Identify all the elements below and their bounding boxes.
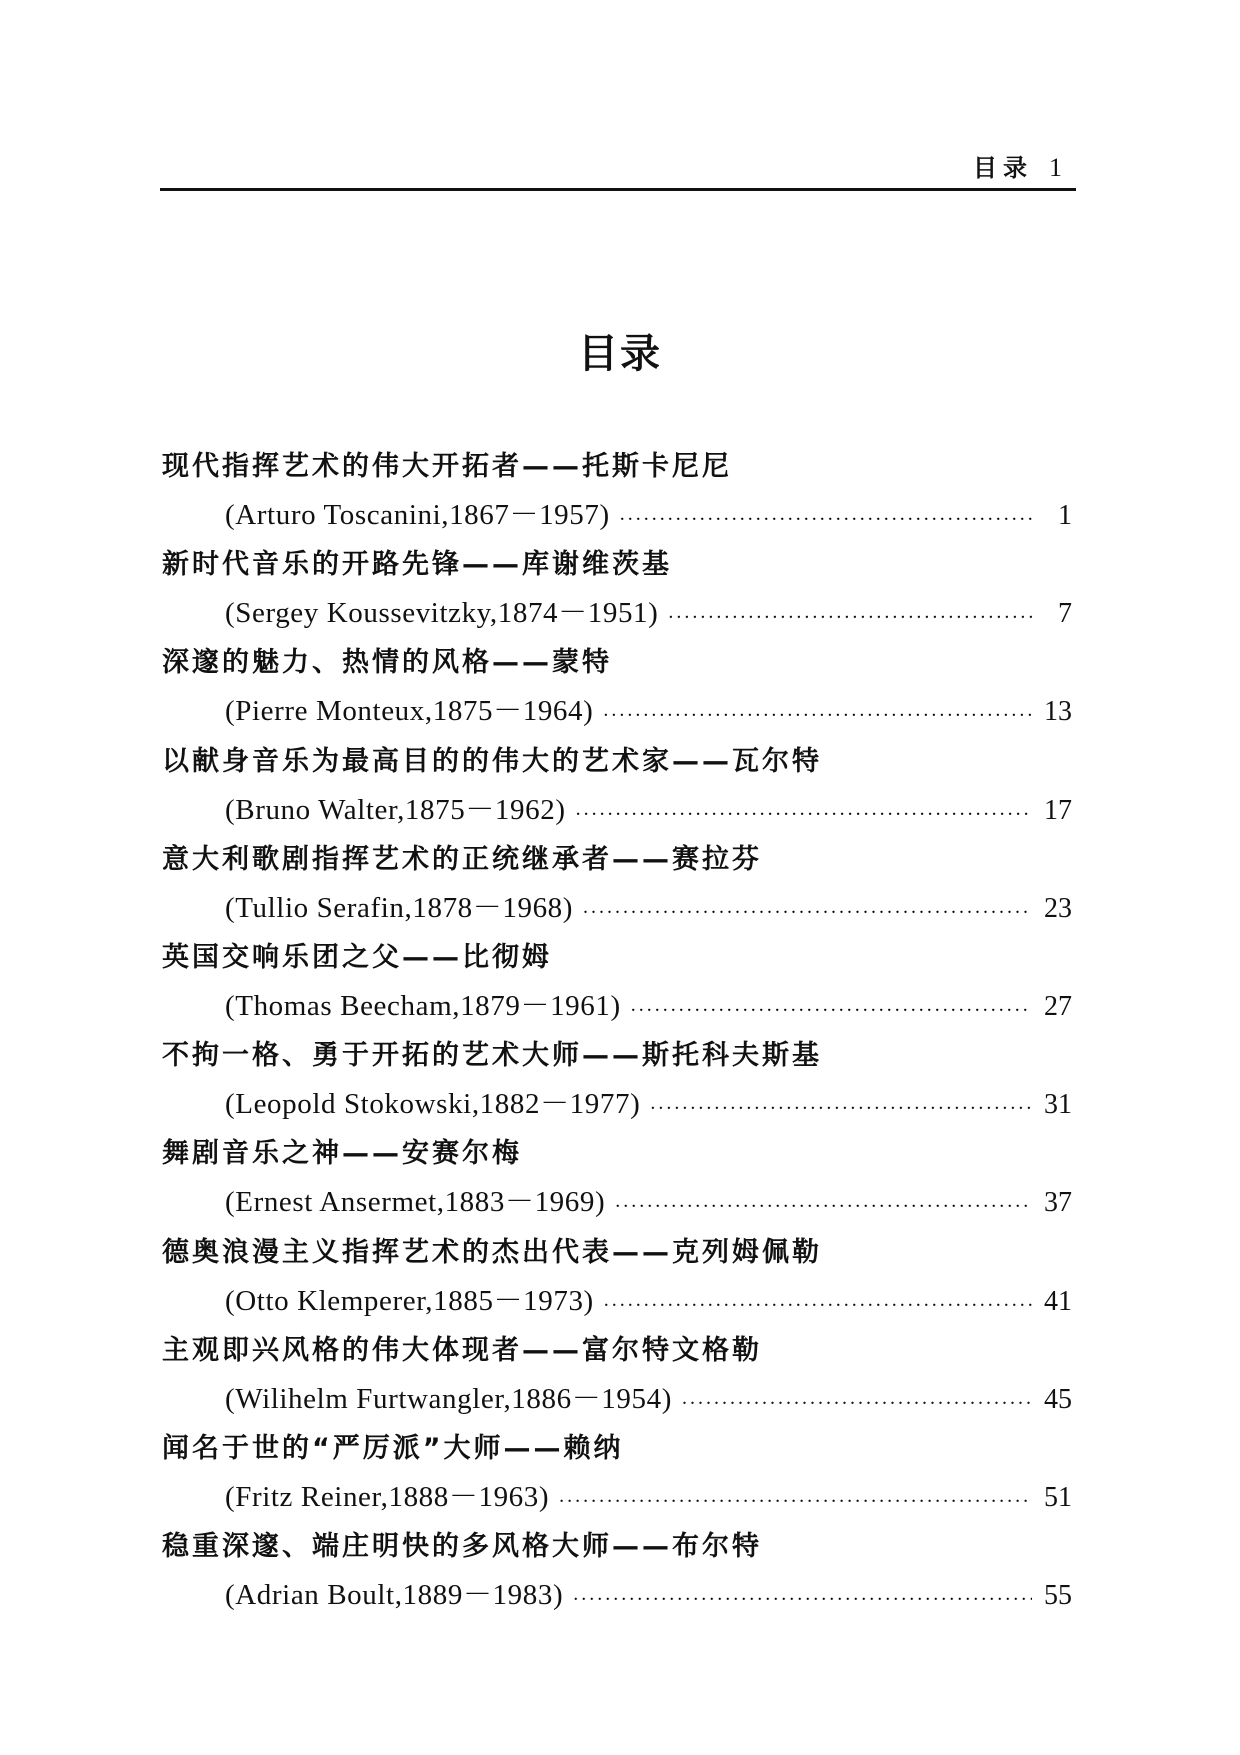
toc-entry-subtitle-row: [162, 884, 1072, 933]
toc-entry-subtitle: (Thomas Beecham,1879－1961): [225, 989, 621, 1022]
toc-entry-page-number[interactable]: 23: [1044, 892, 1072, 924]
toc-entry-title[interactable]: 意大利歌剧指挥艺术的正统继承者——赛拉芬: [162, 843, 762, 875]
running-head-label: 目录: [973, 154, 1033, 182]
table-of-contents: [162, 442, 1072, 1620]
toc-entry-subtitle: (Bruno Walter,1875－1962): [225, 793, 566, 826]
toc-entry-subtitle-row: [162, 786, 1072, 835]
toc-entry-page-number[interactable]: 51: [1044, 1481, 1072, 1513]
toc-entry[interactable]: [162, 933, 1072, 1031]
toc-entry-title[interactable]: 英国交响乐团之父——比彻姆: [162, 941, 552, 973]
toc-entry[interactable]: [162, 638, 1072, 736]
toc-entry-title[interactable]: 以献身音乐为最高目的的伟大的艺术家——瓦尔特: [162, 745, 822, 777]
toc-entry-subtitle-row: [162, 491, 1072, 540]
running-head-page-number: 1: [1049, 153, 1068, 182]
toc-entry-title[interactable]: 不拘一格、勇于开拓的艺术大师——斯托科夫斯基: [162, 1040, 822, 1072]
toc-entry[interactable]: [162, 540, 1072, 638]
toc-entry-subtitle-row: [162, 589, 1072, 638]
dot-leader: [615, 1177, 1032, 1226]
running-head-text: [973, 148, 1068, 183]
toc-entry-subtitle: (Ernest Ansermet,1883－1969): [225, 1186, 606, 1219]
toc-entry-subtitle-row: [162, 1473, 1072, 1522]
toc-entry-title[interactable]: 德奥浪漫主义指挥艺术的杰出代表——克列姆佩勒: [162, 1236, 822, 1268]
toc-entry-subtitle-row: [162, 1571, 1072, 1620]
toc-entry[interactable]: [162, 1228, 1072, 1326]
toc-entry-page-number[interactable]: 1: [1058, 500, 1072, 531]
toc-entry-title[interactable]: 舞剧音乐之神——安赛尔梅: [162, 1138, 522, 1170]
toc-entry[interactable]: [162, 1031, 1072, 1129]
toc-entry-subtitle-row: [162, 1178, 1072, 1227]
toc-entry-subtitle-row: [162, 982, 1072, 1031]
toc-entry-subtitle-row: [162, 687, 1072, 736]
toc-entry-title[interactable]: 新时代音乐的开路先锋——库谢维茨基: [162, 549, 672, 581]
toc-entry-subtitle: (Fritz Reiner,1888－1963): [225, 1480, 550, 1513]
toc-entry-subtitle: (Leopold Stokowski,1882－1977): [225, 1088, 641, 1121]
toc-entry-subtitle: (Sergey Koussevitzky,1874－1951): [225, 597, 659, 630]
toc-entry-subtitle: (Adrian Boult,1889－1983): [225, 1579, 564, 1612]
dot-leader: [650, 1079, 1032, 1128]
toc-entry-subtitle-row: [162, 1277, 1072, 1326]
toc-entry[interactable]: [162, 1129, 1072, 1227]
dot-leader: [573, 1570, 1032, 1619]
dot-leader: [682, 1374, 1032, 1423]
toc-entry-subtitle-row: [162, 1080, 1072, 1129]
toc-entry-subtitle: (Tullio Serafin,1878－1968): [225, 891, 574, 924]
dot-leader: [604, 1276, 1032, 1325]
toc-entry-page-number[interactable]: 17: [1044, 794, 1072, 826]
toc-entry-page-number[interactable]: 31: [1044, 1089, 1072, 1121]
running-head: [160, 140, 1076, 191]
dot-leader: [583, 883, 1032, 932]
dot-leader: [620, 490, 1032, 539]
toc-entry[interactable]: [162, 442, 1072, 540]
dot-leader: [576, 785, 1032, 834]
toc-entry[interactable]: [162, 1326, 1072, 1424]
toc-entry-page-number[interactable]: 27: [1044, 990, 1072, 1022]
toc-entry-page-number[interactable]: 41: [1044, 1285, 1072, 1317]
toc-entry-page-number[interactable]: 37: [1044, 1187, 1072, 1219]
toc-entry-title[interactable]: 主观即兴风格的伟大体现者——富尔特文格勒: [162, 1334, 762, 1366]
toc-entry-title[interactable]: 现代指挥艺术的伟大开拓者——托斯卡尼尼: [162, 451, 732, 482]
toc-entry-subtitle: (Arturo Toscanini,1867－1957): [225, 499, 610, 531]
dot-leader: [603, 686, 1032, 735]
toc-entry-subtitle: (Otto Klemperer,1885－1973): [225, 1284, 594, 1317]
toc-entry-page-number[interactable]: 7: [1058, 598, 1072, 630]
toc-entry-subtitle: (Wilihelm Furtwangler,1886－1954): [225, 1382, 672, 1415]
dot-leader: [631, 981, 1032, 1030]
toc-entry-page-number[interactable]: 13: [1044, 696, 1072, 728]
toc-entry-page-number[interactable]: 45: [1044, 1383, 1072, 1415]
toc-entry[interactable]: [162, 835, 1072, 933]
toc-entry-title[interactable]: 闻名于世的“严厉派”大师——赖纳: [162, 1432, 624, 1464]
toc-entry[interactable]: [162, 1522, 1072, 1620]
dot-leader: [668, 588, 1032, 637]
dot-leader: [559, 1472, 1032, 1521]
toc-entry-title[interactable]: 稳重深邃、端庄明快的多风格大师——布尔特: [162, 1531, 762, 1563]
toc-entry-title[interactable]: 深邃的魅力、热情的风格——蒙特: [162, 647, 612, 679]
toc-entry-subtitle-row: [162, 1375, 1072, 1424]
page-title: 目录: [578, 331, 662, 377]
toc-entry-subtitle: (Pierre Monteux,1875－1964): [225, 695, 594, 728]
toc-entry[interactable]: [162, 737, 1072, 835]
toc-entry-page-number[interactable]: 55: [1044, 1580, 1072, 1612]
toc-entry[interactable]: [162, 1424, 1072, 1522]
